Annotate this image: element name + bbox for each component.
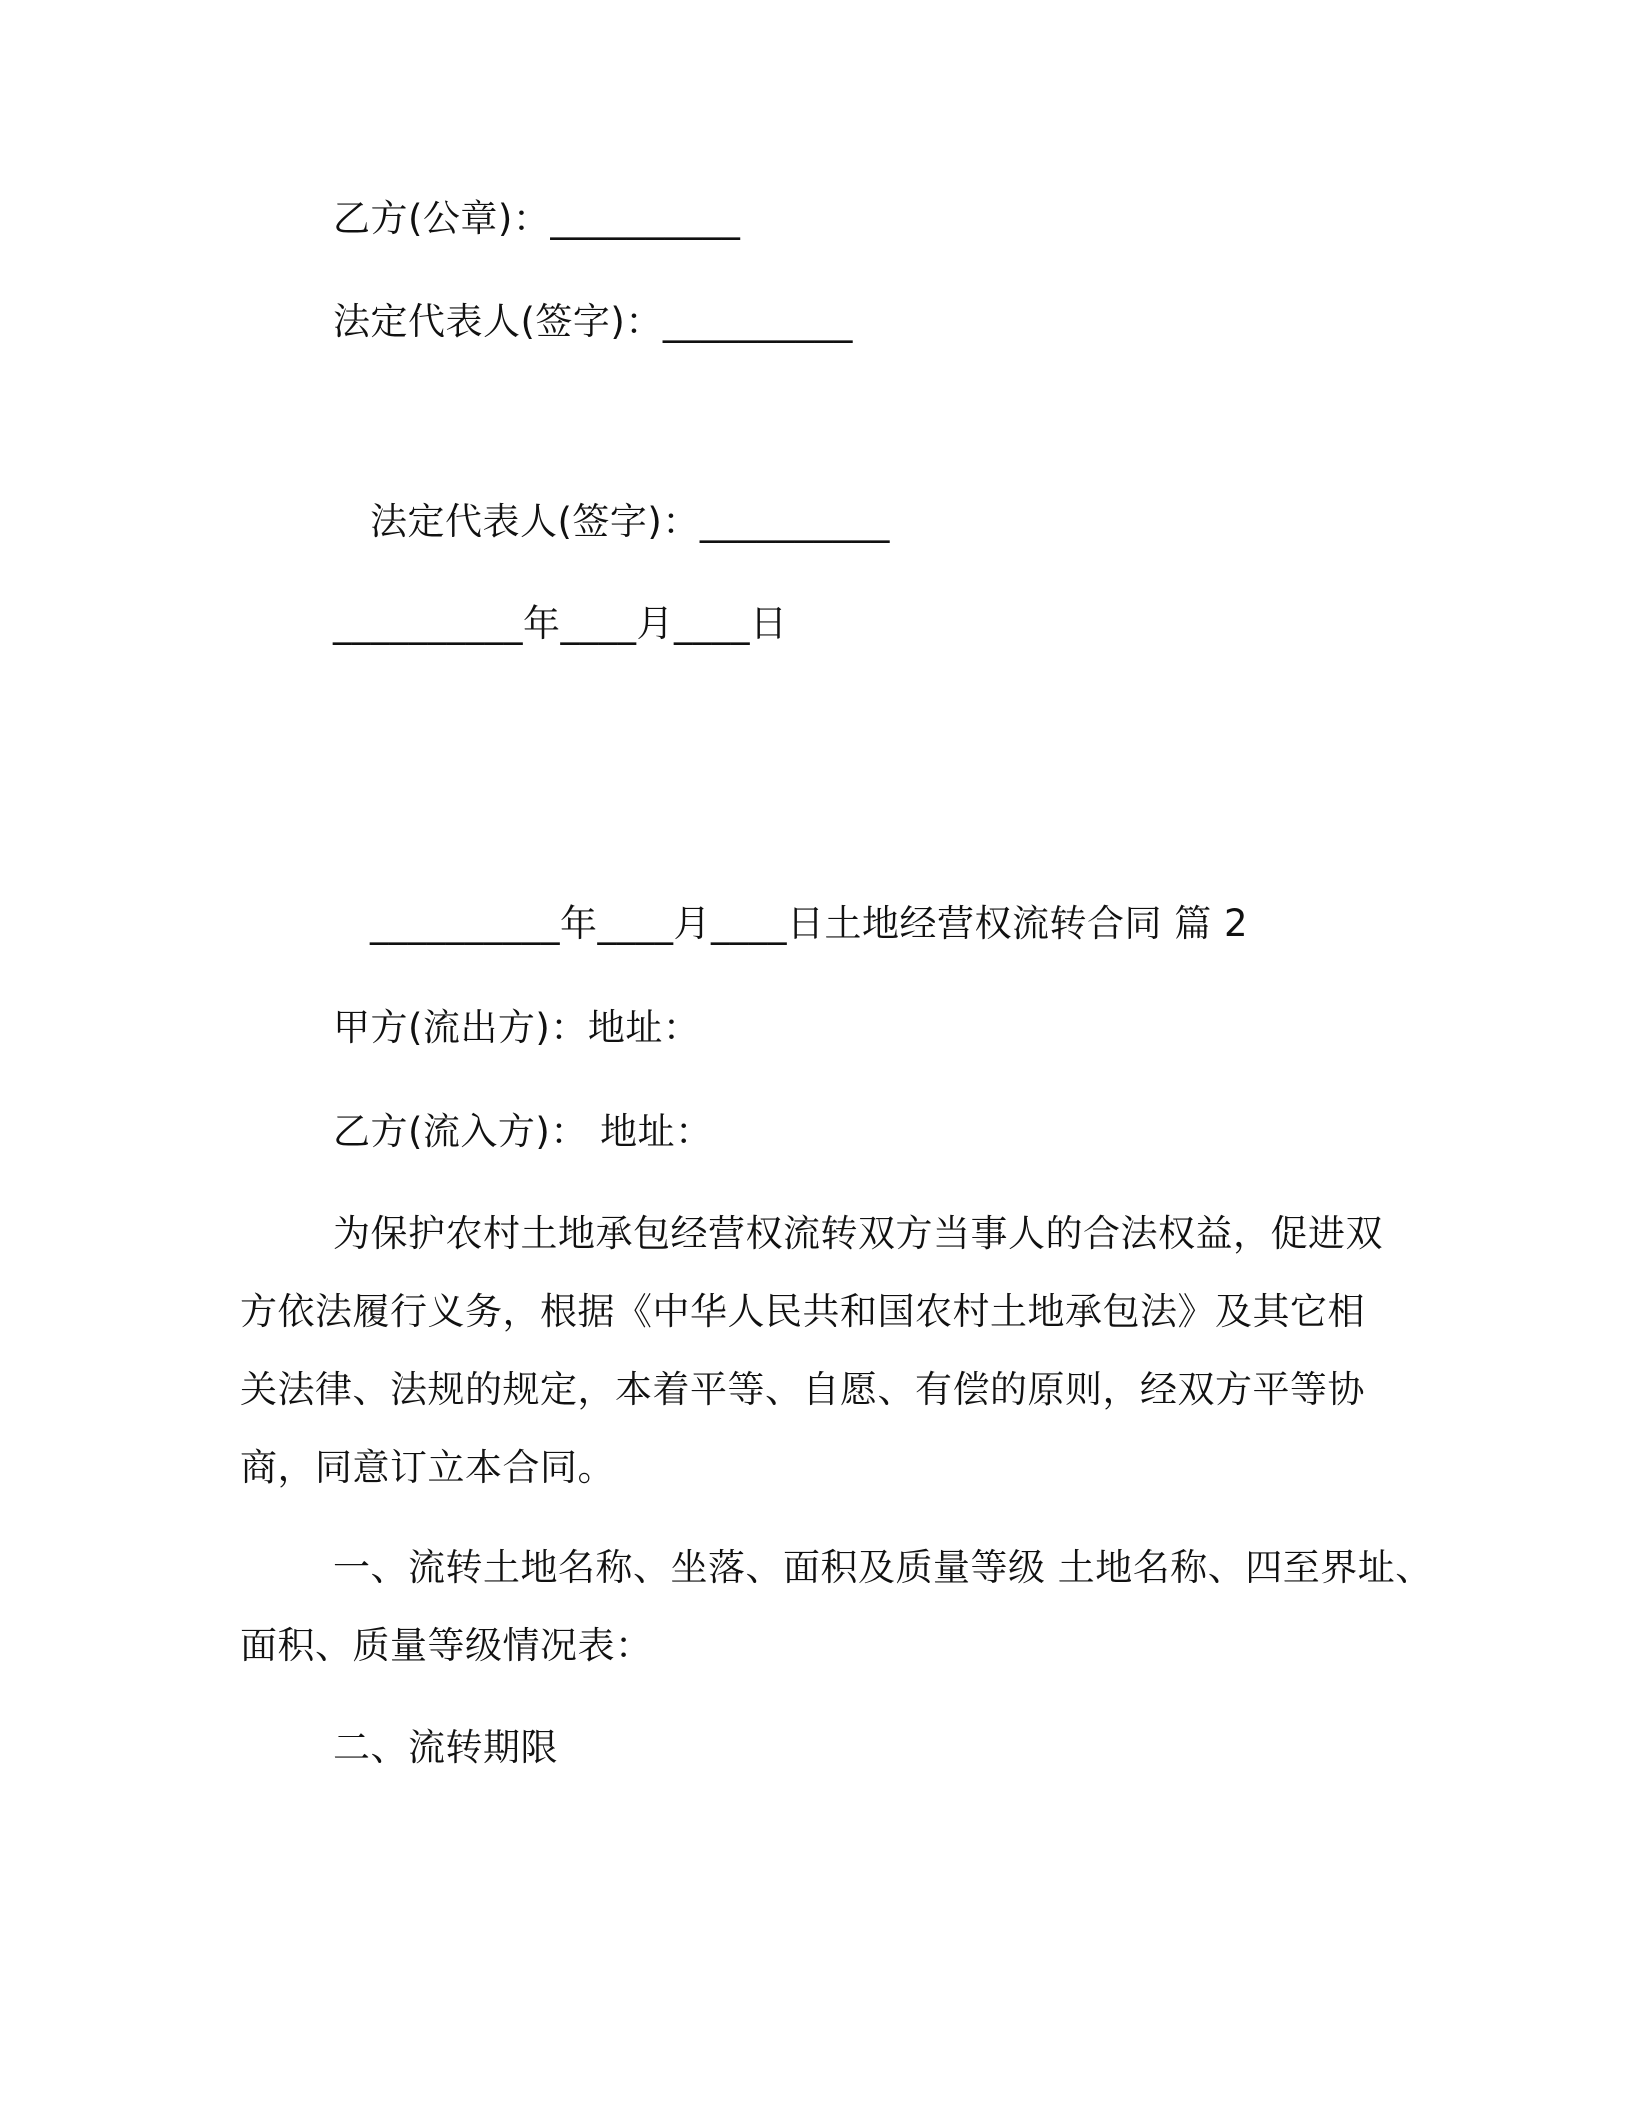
preamble-line-3: 关法律、法规的规定，本着平等、自愿、有偿的原则，经双方平等协 bbox=[240, 1368, 1365, 1411]
preamble-line-4: 商，同意订立本合同。 bbox=[240, 1446, 615, 1489]
section-2-heading: 二、流转期限 bbox=[333, 1726, 558, 1769]
date-line: __________年____月____日 bbox=[333, 602, 788, 645]
preamble-line-2: 方依法履行义务，根据《中华人民共和国农村土地承包法》及其它相 bbox=[240, 1290, 1365, 1333]
preamble-line-1: 为保护农村土地承包经营权流转双方当事人的合法权益，促进双 bbox=[333, 1212, 1383, 1255]
contract-title: __________年____月____日土地经营权流转合同 篇 2 bbox=[370, 902, 1249, 945]
legal-representative-signature-line: 法定代表人(签字)：__________ bbox=[333, 300, 853, 343]
legal-representative-signature-line-2: 法定代表人(签字)：__________ bbox=[370, 500, 890, 543]
party-a-line: 甲方(流出方)：地址： bbox=[333, 1006, 701, 1049]
party-b-seal-line: 乙方(公章)：__________ bbox=[333, 197, 741, 240]
party-b-line: 乙方(流入方)： 地址： bbox=[333, 1110, 713, 1153]
section-1-line-2: 面积、质量等级情况表： bbox=[240, 1624, 653, 1667]
section-1-line-1: 一、流转土地名称、坐落、面积及质量等级 土地名称、四至界址、 bbox=[333, 1546, 1433, 1589]
